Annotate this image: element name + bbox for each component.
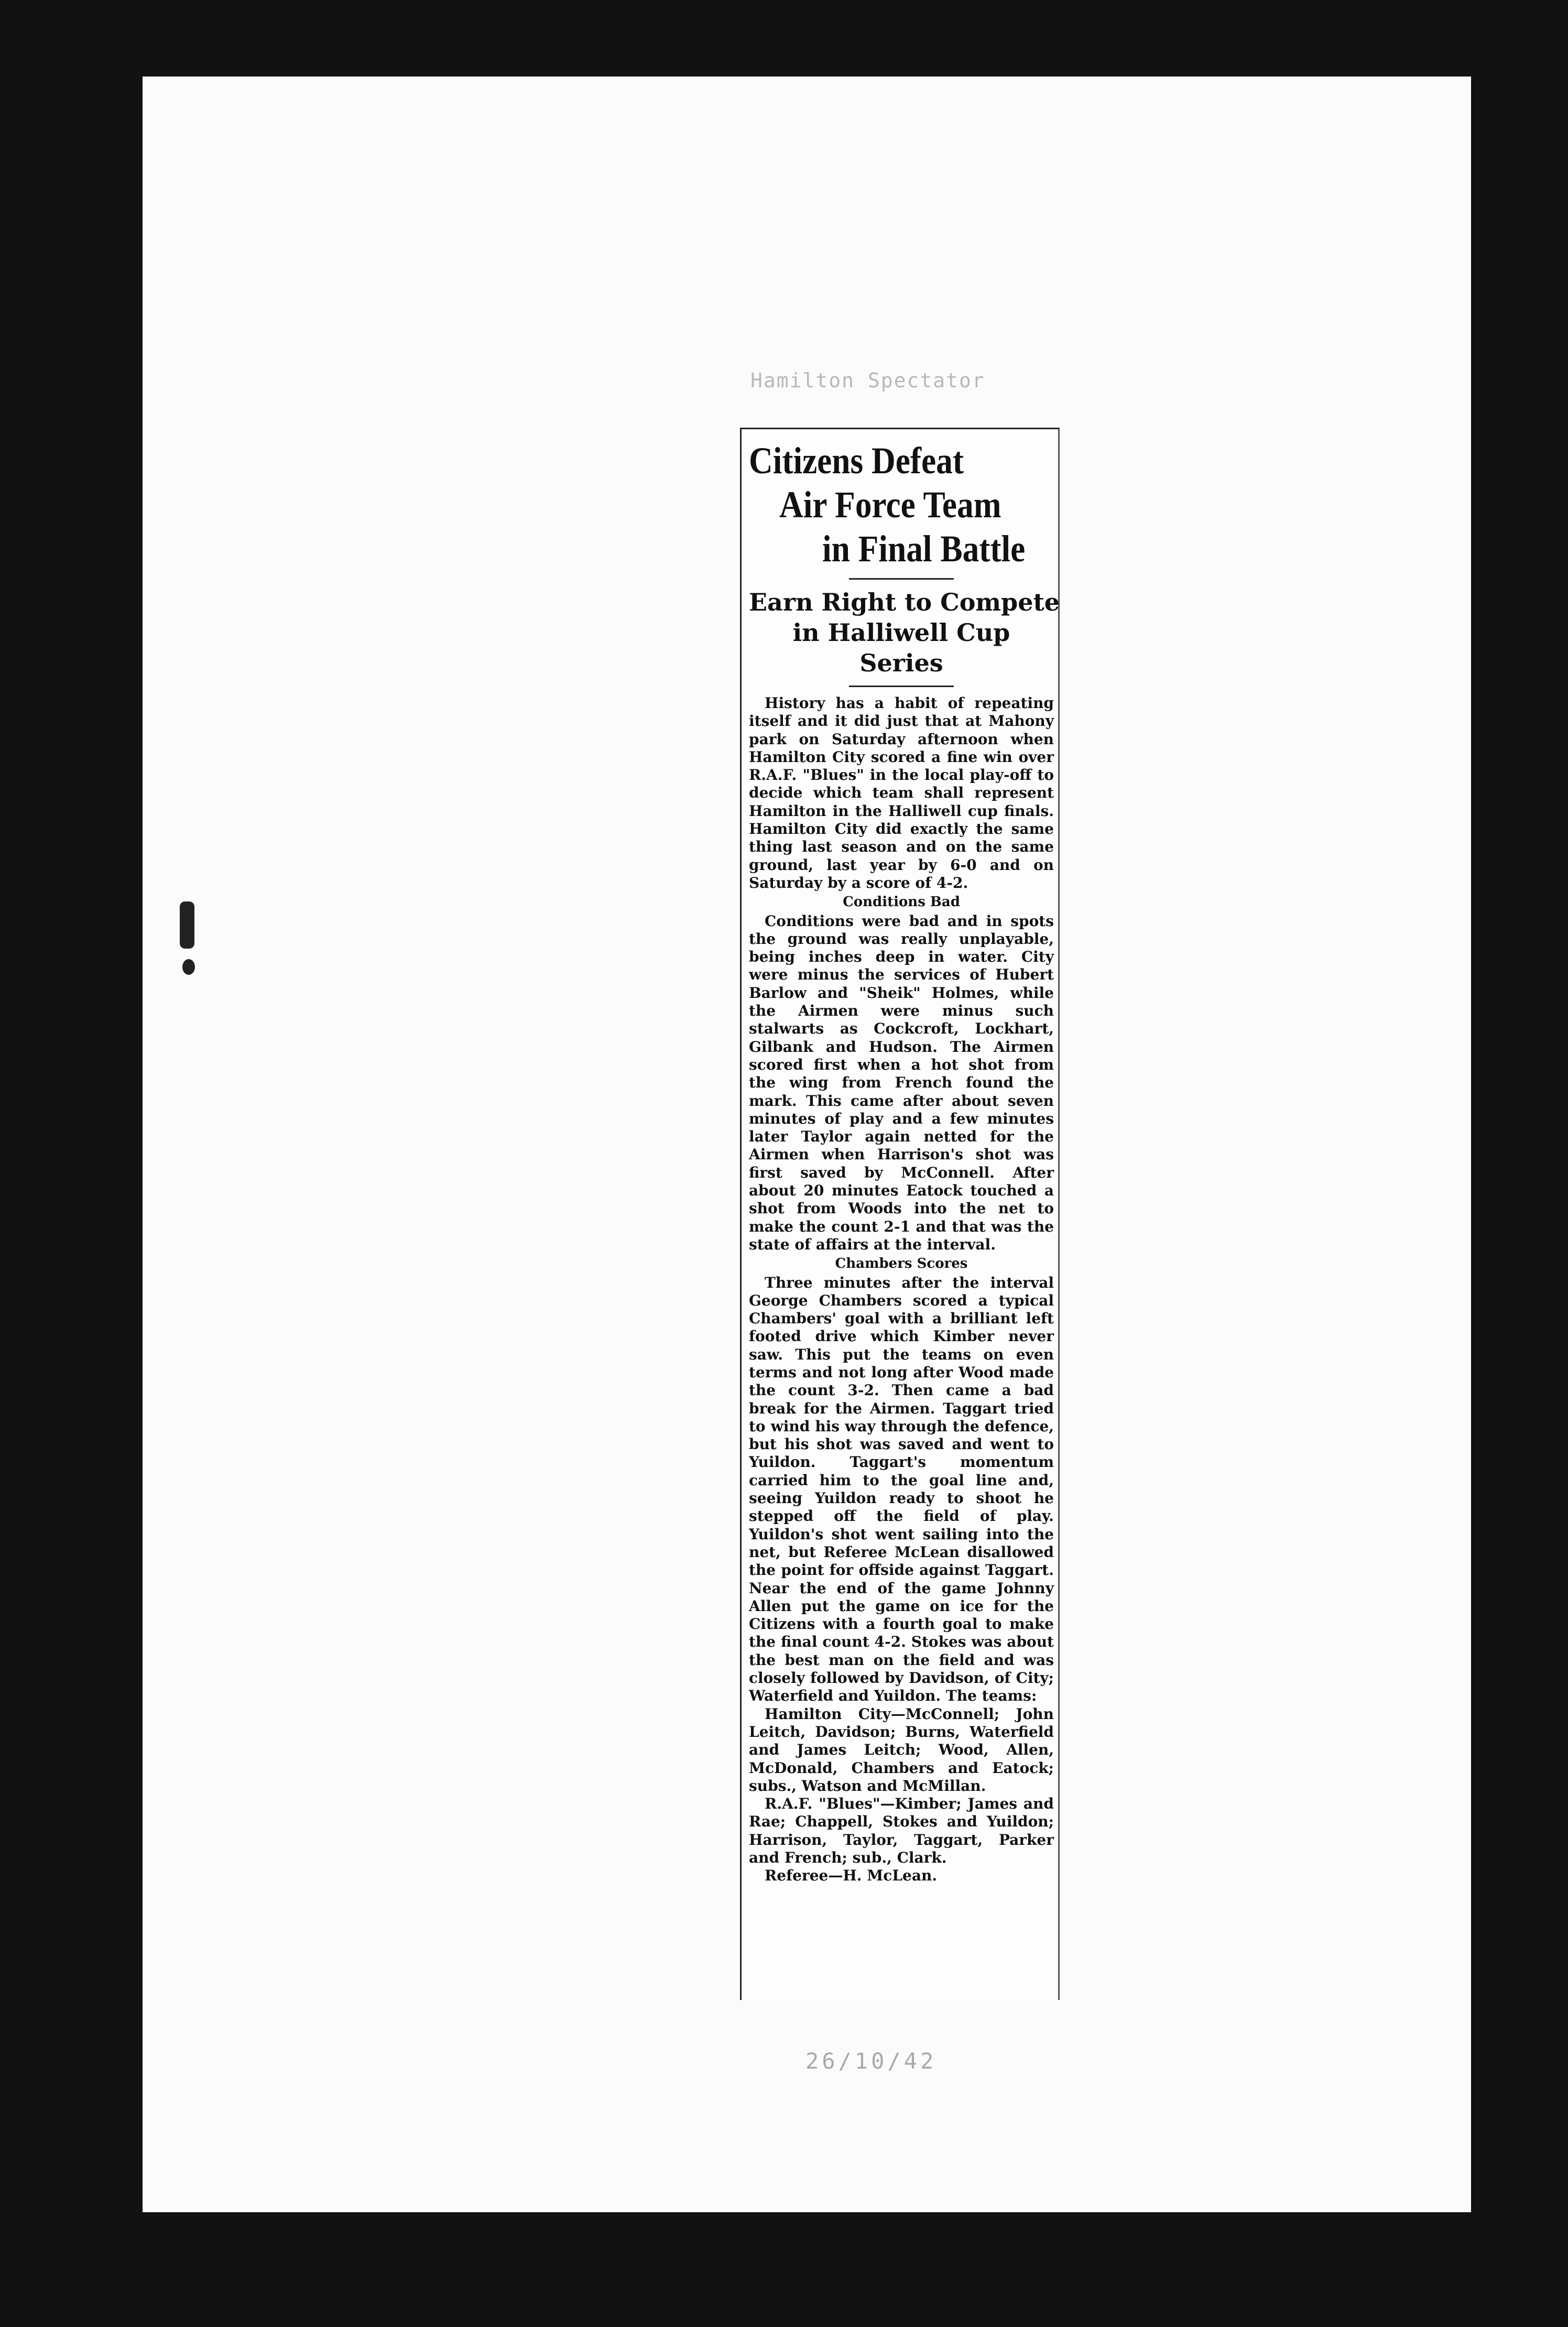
article-body [749, 694, 1054, 1885]
date-stamp: 26/10/42 [805, 2048, 937, 2074]
divider [849, 686, 954, 687]
archive-sheet [143, 77, 1471, 2212]
headline [749, 439, 1054, 571]
headline-line: in Final Battle [822, 528, 1026, 570]
section-subhead: Chambers Scores [835, 1256, 968, 1272]
headline-line: Citizens Defeat [749, 440, 964, 482]
article-paragraph: History has a habit of repeating itself and it did just that at Mahony park on Saturday afternoon when Hamilton City scored a fine win over R.A.F. "Blues" in the local play-off to decide which team shall represent Hamilton in the Halliwell cup finals. Hamilton City did exactly the same thing last season and on the same ground, last year by 6-0 and on Saturday by a score of 4-2. [749, 694, 1054, 891]
divider [849, 578, 954, 580]
scan-speck [182, 959, 195, 975]
subheadline [749, 587, 1060, 678]
subheadline-line: Series [859, 649, 943, 677]
headline-line: Air Force Team [779, 484, 1001, 526]
article-paragraph: Referee—H. McLean. [765, 1867, 938, 1885]
subheadline-line: Earn Right to Compete [749, 588, 1060, 616]
article-paragraph: Conditions were bad and in spots the ground was really unplayable, being inches deep in water. City were minus the services of Hubert Barlow and "Sheik" Holmes, while the Airmen were minus such stalwarts as Cockcroft, Lockhart, Gilbank and Hudson. The Airmen scored first when a hot shot from the wing from French found the mark. This came after about seven minutes of play and a few minutes later Taylor again netted for the Airmen when Harrison's shot was first saved by McConnell. After about 20 minutes Eatock touched a shot from Woods into the net to make the count 2-1 and that was the state of affairs at the interval. [749, 912, 1054, 1253]
source-stamp: Hamilton Spectator [750, 369, 985, 392]
subheadline-line: in Halliwell Cup [792, 618, 1010, 647]
newspaper-clipping [740, 428, 1060, 2000]
section-subhead: Conditions Bad [843, 894, 960, 910]
article-paragraph: R.A.F. "Blues"—Kimber; James and Rae; Chappell, Stokes and Yuildon; Harrison, Taylor, Taggart, Parker and French; sub., Clark. [749, 1795, 1054, 1866]
scan-speck [180, 901, 194, 949]
article-paragraph: Three minutes after the interval George Chambers scored a typical Chambers' goal with a brilliant left footed drive which Kimber never saw. This put the teams on even terms and not long after Wood made the count 3-2. Then came a bad break for the Airmen. Taggart tried to wind his way through the defence, but his shot was saved and went to Yuildon. Taggart's momentum carried him to the goal line and, seeing Yuildon ready to shoot he stepped off the field of play. Yuildon's shot went sailing into the net, but Referee McLean disallowed the point for offside against Taggart. Near the end of the game Johnny Allen put the game on ice for the Citizens with a fourth goal to make the final count 4-2. Stokes was about the best man on the field and was closely followed by Davidson, of City; Waterfield and Yuildon. The teams: [749, 1274, 1054, 1705]
article-paragraph: Hamilton City—McConnell; John Leitch, Davidson; Burns, Waterfield and James Leitch; Wood, Allen, McDonald, Chambers and Eatock; subs., Watson and McMillan. [749, 1705, 1054, 1795]
